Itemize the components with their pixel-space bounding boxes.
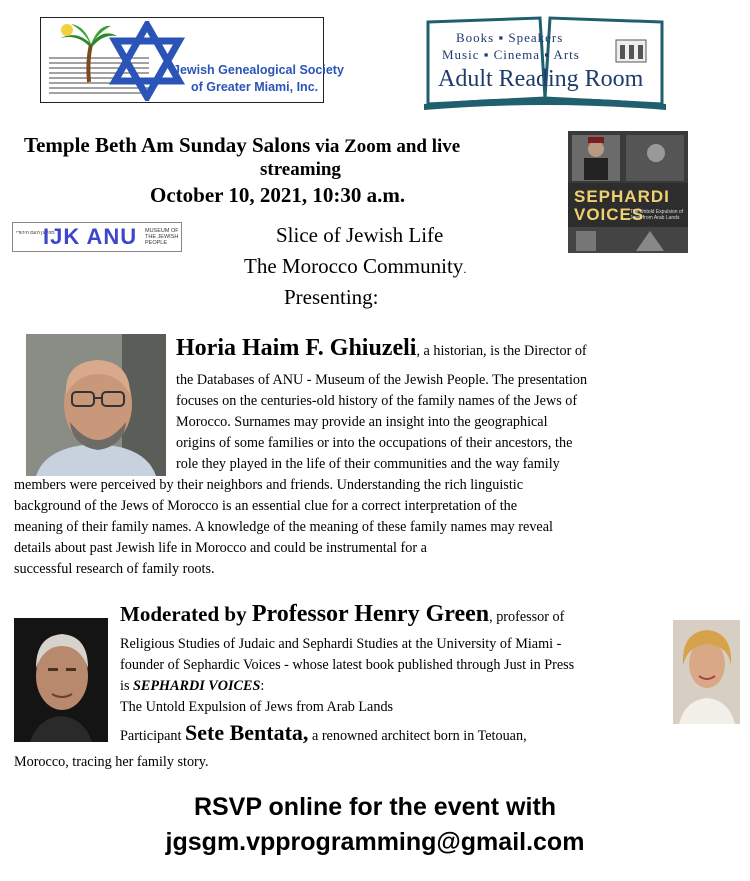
- moderator-book-subtitle: The Untold Expulsion of Jews from Arab Lands: [120, 699, 394, 715]
- anu-logo: [12, 222, 182, 252]
- participant-line2: Morocco, tracing her family story.: [14, 754, 209, 770]
- rsvp-email[interactable]: jgsgm.vpprogramming@gmail.com: [165, 828, 585, 856]
- moderator-prefix: Moderated by: [120, 602, 252, 626]
- community-title-dot: .: [463, 262, 467, 276]
- anu-wordmark: IJK ANU: [43, 224, 138, 249]
- salon-title-rest: via Zoom and live: [310, 136, 461, 157]
- event-date: October 10, 2021, 10:30 a.m.: [150, 183, 406, 207]
- salon-streaming: streaming: [260, 159, 341, 180]
- speaker1-line: role they played in the life of their communities and the way family: [176, 456, 560, 472]
- moderator-book-prefix: is: [120, 678, 134, 694]
- community-title: [244, 254, 466, 279]
- participant-line: [120, 722, 527, 747]
- speaker1-line: successful research of family roots.: [14, 561, 215, 577]
- moderator-book-colon: :: [260, 678, 265, 694]
- speaker1-line: background of the Jews of Morocco is an essential clue for a correct interpretation of the: [14, 498, 518, 514]
- jgs-logo: [40, 17, 344, 103]
- speaker1-line: Morocco. Surnames may provide an insight into the geographical: [176, 414, 548, 430]
- jgs-name-line1: Jewish Genealogical Society: [173, 63, 344, 77]
- speaker1-line: members were perceived by their neighbors and friends. Understanding the rich linguistic: [14, 477, 524, 493]
- speaker1-line: details about past Jewish life in Morocco and could be instrumental for a: [14, 540, 427, 556]
- anu-subtitle: MUSEUM OF THE JEWISH PEOPLE: [145, 228, 179, 246]
- moderator-photo-green: [14, 618, 108, 742]
- presenting-label: Presenting:: [284, 285, 379, 309]
- man-with-glasses-portrait: [26, 334, 166, 476]
- book-cover: [568, 131, 688, 253]
- reading-room-title: Adult Reading Room: [438, 66, 644, 92]
- reading-room-line2: Music ▪ Cinema ▪ Arts: [442, 47, 580, 62]
- moderator-book-title: SEPHARDI VOICES: [133, 678, 261, 694]
- book-subtitle: The Untold Expulsion of Jews from Arab Lands: [630, 209, 684, 221]
- jgs-name-line2: of Greater Miami, Inc.: [191, 80, 319, 94]
- star-of-david-icon: [107, 21, 187, 101]
- speaker1-line: origins of some families or into the occupations of their ancestors, the: [176, 435, 573, 451]
- participant-prefix: Participant: [120, 728, 186, 744]
- moderator-intro-line: [120, 601, 565, 628]
- moderator-book-line: [120, 676, 264, 697]
- speaker1-intro-line: [176, 335, 587, 362]
- older-man-portrait: [14, 618, 108, 742]
- salon-title-bold: Temple Beth Am Sunday Salons: [24, 133, 311, 157]
- speaker1-line: the Databases of ANU - Museum of the Jewish People. The presentation: [176, 372, 588, 388]
- participant-photo-bentata: [673, 620, 740, 724]
- speaker1-name: Horia Haim F. Ghiuzeli: [176, 335, 417, 361]
- speaker-photo-ghiuzeli: [26, 334, 166, 476]
- book-title-1: SEPHARDI: [574, 187, 670, 206]
- reading-room-line1: Books ▪ Speakers: [456, 30, 564, 45]
- moderator-name: Professor Henry Green: [251, 601, 490, 627]
- moderator-line: Religious Studies of Judaic and Sephardi Studies at the University of Miami -: [120, 636, 562, 652]
- participant-name: Sete Bentata,: [185, 720, 309, 745]
- book-title-2: VOICES: [574, 205, 645, 224]
- participant-role: a renowned architect born in Tetouan,: [308, 728, 527, 744]
- community-title-text: The Morocco Community: [244, 254, 464, 278]
- speaker1-role: , a historian, is the Director of: [416, 343, 587, 359]
- slice-title: Slice of Jewish Life: [276, 223, 444, 247]
- woman-portrait: [673, 620, 740, 724]
- speaker1-line: focuses on the centuries-old history of the family names of the Jews of: [176, 393, 578, 409]
- salon-title: [24, 133, 460, 158]
- speaker1-line: meaning of their family names. A knowledge of the meaning of these family names may reveal: [14, 519, 553, 535]
- moderator-line: founder of Sephardic Voices - whose latest book published through Just in Press: [120, 657, 575, 673]
- anu-hebrew: מוזיאון העם היהודי: [16, 230, 55, 236]
- moderator-role: , professor of: [489, 609, 565, 625]
- reading-room-logo: [420, 12, 670, 112]
- rsvp-line: RSVP online for the event with: [193, 793, 557, 821]
